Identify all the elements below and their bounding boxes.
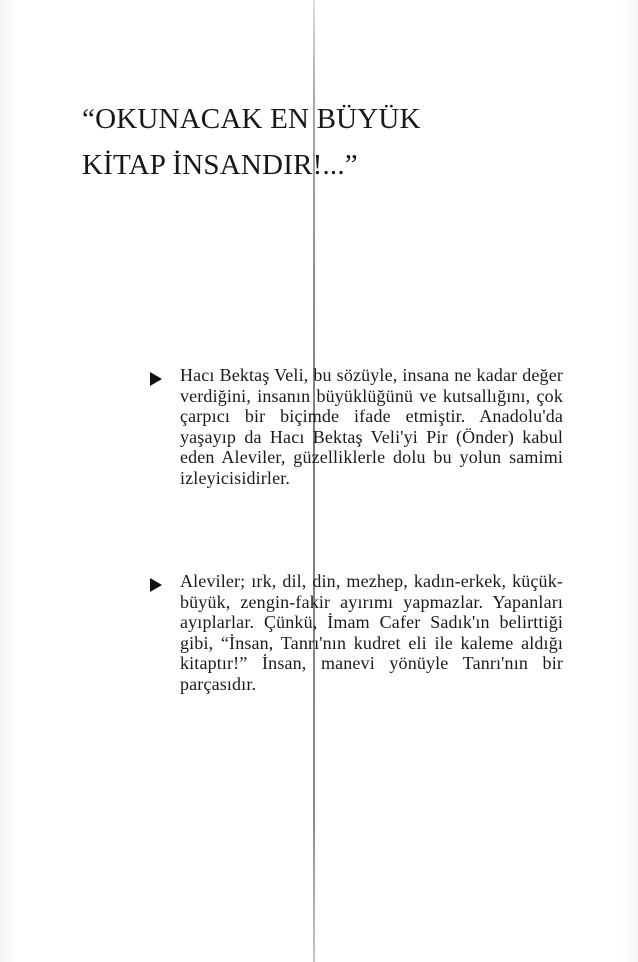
bullet-paragraph-1 <box>150 365 570 488</box>
right-arrow-icon <box>150 372 162 386</box>
right-arrow-icon <box>150 578 162 592</box>
bullet-paragraph-1-text: Hacı Bektaş Veli, bu sözüyle, insana ne kadar değer verdiğini, insanın büyüklüğünü ve kutsallığını, çok çarpıcı bir biçimde ifade etmiştir. Anadolu'da yaşayıp da Hacı Bektaş Veli'yi Pir (Önder) kabul eden Aleviler, güzelliklerle dolu bu yolun samimi izleyicisidirler. <box>180 365 563 488</box>
bullet-paragraph-2-text: Aleviler; ırk, dil, din, mezhep, kadın-erkek, küçük-büyük, zengin-fakir ayırımı yapmazlar. Yapanları ayıplarlar. Çünkü, İmam Cafer Sadık'ın belirttiği gibi, “İnsan, Tanrı'nın kudret eli ile kaleme aldığı kitaptır!” İnsan, manevi yönüyle Tanrı'nın bir parçasıdır. <box>180 571 563 694</box>
bullet-paragraph-2 <box>150 571 570 694</box>
page-heading: “OKUNACAK EN BÜYÜK KİTAP İNSANDIR!...” <box>82 103 421 181</box>
